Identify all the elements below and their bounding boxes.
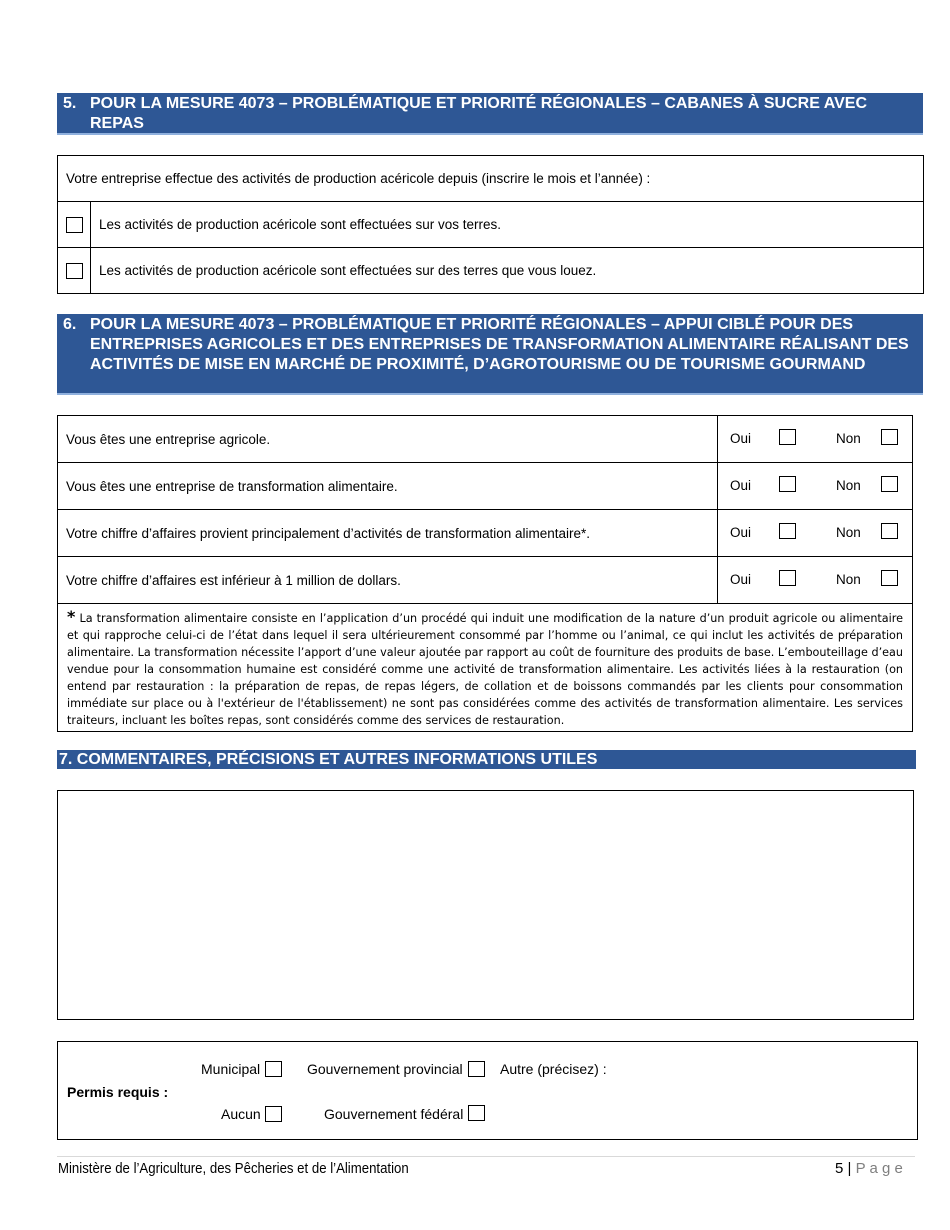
footer-ministry: Ministère de l’Agriculture, des Pêcheries et de l’Alimentation [58, 1160, 409, 1177]
yes-label: Oui [730, 525, 752, 540]
provincial-checkbox[interactable] [468, 1061, 485, 1077]
no-label: Non [836, 431, 861, 446]
option1-checkbox-cell [58, 202, 91, 248]
agricultural-business-question: Vous êtes une entreprise agricole. [58, 416, 718, 463]
section-5-header [57, 93, 923, 135]
food-processing-footnote [58, 604, 913, 732]
federal-label: Gouvernement fédéral [324, 1106, 464, 1122]
section-6-number: 6. [63, 316, 77, 333]
provincial-label: Gouvernement provincial [307, 1061, 463, 1077]
option2-checkbox-cell [58, 248, 91, 294]
section-7-header [57, 750, 916, 769]
page-label: P a g e [855, 1160, 903, 1177]
section-6-table [57, 415, 913, 732]
page-indicator [835, 1160, 903, 1177]
revenue-million-no-checkbox[interactable] [881, 570, 898, 586]
own-land-label: Les activités de production acéricole sont effectuées sur vos terres. [91, 202, 924, 248]
revenue-under-million-question: Votre chiffre d’affaires est inférieur à 1 million de dollars. [58, 557, 718, 604]
none-label: Aucun [221, 1106, 261, 1122]
none-checkbox[interactable] [265, 1106, 282, 1122]
rented-land-label: Les activités de production acéricole sont effectuées sur des terres que vous louez. [91, 248, 924, 294]
revenue-million-yes-checkbox[interactable] [779, 570, 796, 586]
permits-label: Permis requis : [67, 1084, 169, 1100]
municipal-checkbox[interactable] [265, 1061, 282, 1077]
revenue-from-processing-question: Votre chiffre d’affaires provient principalement d’activités de transformation alimentaire*. [58, 510, 718, 557]
food-processing-business-question: Vous êtes une entreprise de transformation alimentaire. [58, 463, 718, 510]
section-5-number: 5. [63, 95, 77, 112]
no-label: Non [836, 572, 861, 587]
yes-no-cell [718, 557, 913, 604]
municipal-label: Municipal [201, 1061, 261, 1077]
own-land-checkbox[interactable] [66, 217, 83, 233]
yes-label: Oui [730, 431, 752, 446]
permits-box [57, 1041, 918, 1140]
yes-label: Oui [730, 478, 752, 493]
food-processing-no-checkbox[interactable] [881, 476, 898, 492]
no-label: Non [836, 525, 861, 540]
yes-label: Oui [730, 572, 752, 587]
comments-textarea[interactable] [57, 790, 914, 1020]
maple-production-since-question: Votre entreprise effectue des activités de production acéricole depuis (inscrire le mois et l’année) : [58, 156, 924, 202]
yes-no-cell [718, 510, 913, 557]
footnote-text: La transformation alimentaire consiste en l’application d’un procédé qui induit une modification de la nature d’un produit agricole ou alimentaire et qui rapproche celui-ci de l’état dans lequel il sera ultérieurement consommé par l’homme ou l’animal, ce qui inclut les activités de préparation alimentaire. La transformation nécessite l’apport d’une valeur ajoutée par rapport au coût de fourniture des produits de base. L’embouteillage d’eau vendue pour la consommation humaine est considéré comme une activité de transformation alimentaire. Les activités liées à la restauration (on entend par restauration : la préparation de repas, de repas légers, de collation et de boissons commandés par les clients pour consommation immédiate sur place ou à l'extérieur de l'établissement) ne sont pas considérées comme des activités de transformation alimentaire. Les services traiteurs, incluant les boîtes repas, sont considérés comme des services de restauration. [67, 612, 903, 727]
agricultural-no-checkbox[interactable] [881, 429, 898, 445]
footnote-asterisk: * [67, 607, 76, 626]
page-number: 5 [835, 1160, 844, 1177]
revenue-processing-no-checkbox[interactable] [881, 523, 898, 539]
section-6-header [57, 314, 923, 395]
section-6-title: POUR LA MESURE 4073 – PROBLÉMATIQUE ET PRIORITÉ RÉGIONALES – APPUI CIBLÉ POUR DES ENTREPRISES AGRICOLES ET DES ENTREPRISES DE TRANSFORMATION ALIMENTAIRE RÉALISANT DES ACTIVITÉS DE MISE EN MARCHÉ DE PROXIMITÉ, D’AGROTOURISME OU DE TOURISME GOURMAND [90, 316, 909, 373]
rented-land-checkbox[interactable] [66, 263, 83, 279]
federal-checkbox[interactable] [468, 1105, 485, 1121]
yes-no-cell [718, 416, 913, 463]
no-label: Non [836, 478, 861, 493]
page-separator: | [847, 1160, 852, 1177]
yes-no-cell [718, 463, 913, 510]
section-5-table [57, 155, 924, 294]
agricultural-yes-checkbox[interactable] [779, 429, 796, 445]
other-label: Autre (précisez) : [500, 1061, 607, 1077]
section-7-title: 7. COMMENTAIRES, PRÉCISIONS ET AUTRES INFORMATIONS UTILES [59, 751, 598, 768]
section-5-title: POUR LA MESURE 4073 – PROBLÉMATIQUE ET PRIORITÉ RÉGIONALES – CABANES À SUCRE AVEC REPAS [90, 95, 867, 132]
footer-divider [57, 1156, 915, 1157]
revenue-processing-yes-checkbox[interactable] [779, 523, 796, 539]
food-processing-yes-checkbox[interactable] [779, 476, 796, 492]
